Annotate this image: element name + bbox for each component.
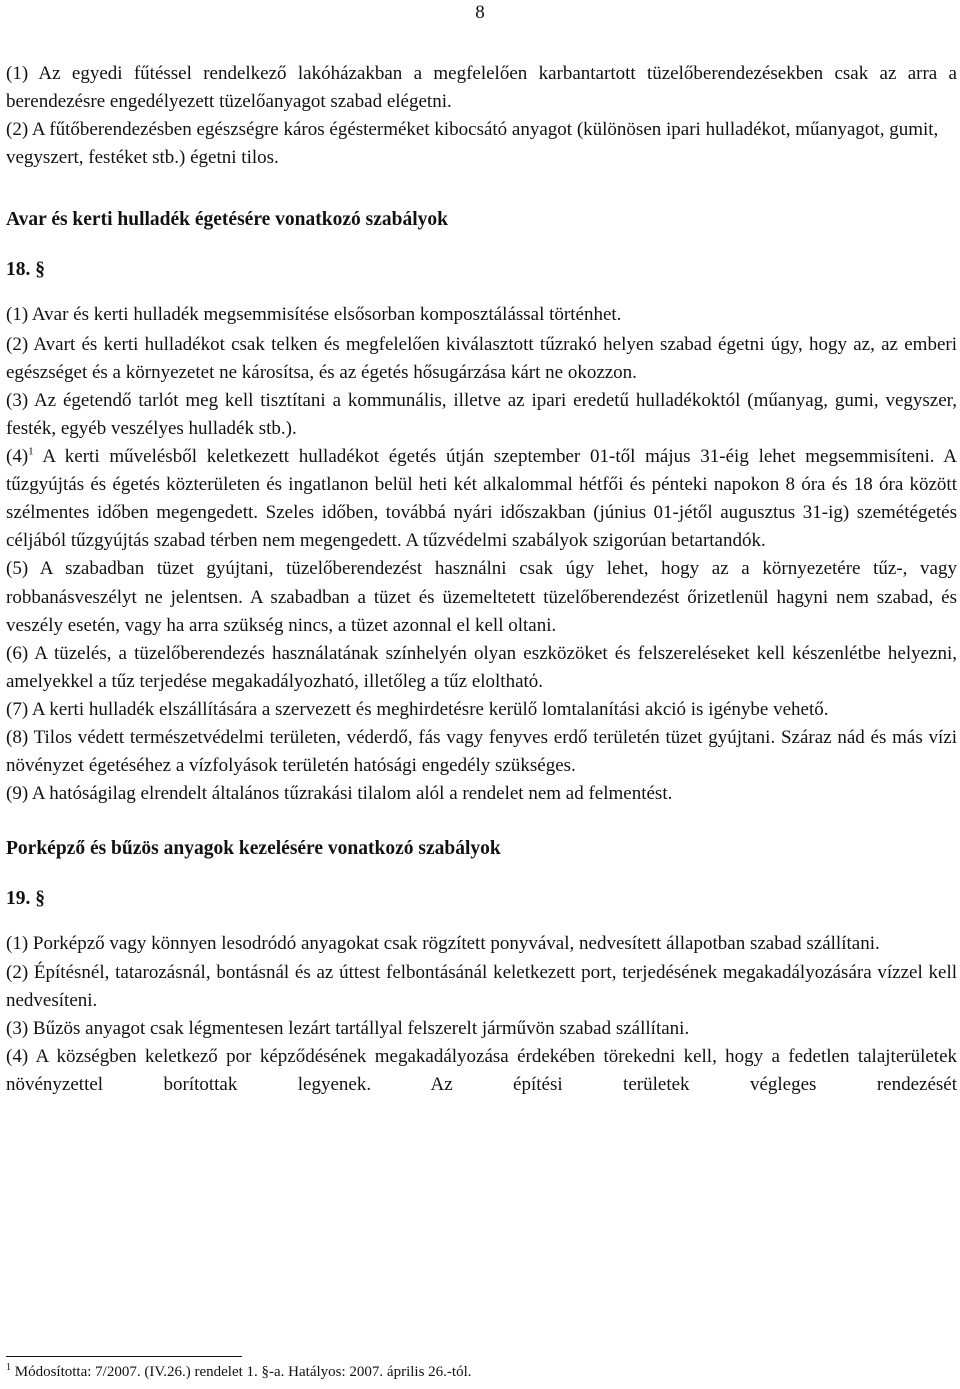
s18-paragraph-8: (8) Tilos védett természetvédelmi területen, véderdő, fás vagy fenyves erdő területén tüzet gyújtani. Száraz nád és más vízi növényzet égetéséhez a vízfolyások területén hatósági engedély szükséges. — [6, 726, 957, 777]
section-number-18: 18. § — [6, 259, 45, 281]
spacer — [6, 913, 957, 930]
s18-paragraph-7: (7) A kerti hulladék elszállítására a szervezett és meghirdetésre kerülő lomtalanítási akció is igénybe vehető. — [6, 698, 829, 720]
page-number: 8 — [475, 2, 485, 23]
s18-paragraph-4 — [6, 443, 957, 555]
spacer — [6, 863, 957, 885]
s18-paragraph-3: (3) Az égetendő tarlót meg kell tisztítani a kommunális, illetve az ipari eredetű hulladékoktól (műanyag, gumi, vegyszer, festék, egyéb veszélyes hulladék stb.). — [6, 389, 957, 439]
s18-paragraph-9: (9) A hatóságilag elrendelt általános tűzrakási tilalom alól a rendelet nem ad felmentést. — [6, 783, 673, 805]
section-number-19: 19. § — [6, 888, 45, 910]
section-heading-19: Porképző és bűzös anyagok kezelésére vonatkozó szabályok — [6, 838, 501, 860]
footnote-separator — [6, 1356, 242, 1357]
s18-paragraph-1: (1) Avar és kerti hulladék megsemmisítése elsősorban komposztálással történhet. — [6, 303, 622, 325]
section-heading-18: Avar és kerti hulladék égetésére vonatkozó szabályok — [6, 209, 448, 231]
s19-paragraph-1: (1) Porképző vagy könnyen lesodródó anyagokat csak rögzített ponyvával, nedvesített állapotban szabad szállítani. — [6, 933, 880, 955]
intro-paragraph-1: (1) Az egyedi fűtéssel rendelkező lakóházakban a megfelelően karbantartott tüzelőberendezésekben csak az arra a berendezésre engedélyezett tüzelőanyagot szabad elégetni. — [6, 63, 957, 113]
s19-paragraph-4: (4) A községben keletkező por képződésének megakadályozása érdekében törekedni kell, hogy a fedetlen talajterületek növényzettel borítottak legyenek. Az építési területek végleges rendezését — [6, 1045, 957, 1095]
footnote-ref: 1 — [28, 445, 34, 458]
s18-paragraph-5: (5) A szabadban tüzet gyújtani, tüzelőberendezést használni csak úgy lehet, hogy az a környezetére tűz-, vagy robbanásveszélyt ne jelentsen. A szabadban a tüzet és üzemeltetett tüzelőberendezést őrizetlenül hagyni nem szabad, és veszély esetén, vagy ha arra szükség nincs, a tüzet azonnal el kell oltani. — [6, 558, 957, 636]
s18-p4-text: A kerti művelésből keletkezett hulladékot égetés útján szeptember 01-től május 31-éig lehet megsemmisíteni. A tűzgyújtás és égetés közterületen és ingatlanon belül heti két alkalommal hétfői és pénteki napokon 8 óra és 18 óra között szélmentes időben megengedett. Szeles időben, továbbá nyári időszakban (június 01-jétől augusztus 31-ig) szemétégetés céljából tűzgyújtás szabad térben nem megengedett. A tűzvédelmi szabályok szigorúan betartandók. — [6, 446, 957, 552]
s18-paragraph-2: (2) Avart és kerti hulladékot csak telken és megfelelően kiválasztott tűzrakó helyen szabad égetni úgy, hogy az, az emberi egészséget és a környezetet ne károsítsa, és az égetés hősugárzása kárt ne okozzon. — [6, 333, 957, 383]
intro-paragraph-2: (2) A fűtőberendezésben egészségre káros égésterméket kibocsátó anyagot (különösen ipari hulladékot, műanyagot, gumit, vegyszert, festéket stb.) égetni tilos. — [6, 119, 939, 169]
spacer — [6, 172, 957, 206]
spacer — [6, 234, 957, 256]
footnote-text: Módosította: 7/2007. (IV.26.) rendelet 1. §-a. Hatályos: 2007. április 26.-tól. — [11, 1364, 472, 1380]
footnote — [6, 1362, 472, 1382]
footnote-marker: 1 — [6, 1362, 11, 1373]
s18-paragraph-6: (6) A tüzelés, a tüzelőberendezés használatának színhelyén olyan eszközöket és felszereléseket kell készenlétbe helyezni, amelyekkel a tűz terjedése megakadályozható, illetőleg a tűz elolthatό. — [6, 642, 957, 692]
s19-paragraph-2: (2) Építésnél, tatarozásnál, bontásnál és az úttest felbontásánál keletkezett port, terjedésének megakadályozására vízzel kell nedvesíteni. — [6, 961, 957, 1011]
spacer — [6, 285, 957, 301]
document-body — [6, 60, 957, 1099]
spacer — [6, 808, 957, 835]
s18-p4-prefix: (4) — [6, 446, 29, 468]
s19-paragraph-3: (3) Bűzös anyagot csak légmentesen lezárt tartállyal felszerelt járművön szabad szállítani. — [6, 1017, 690, 1039]
